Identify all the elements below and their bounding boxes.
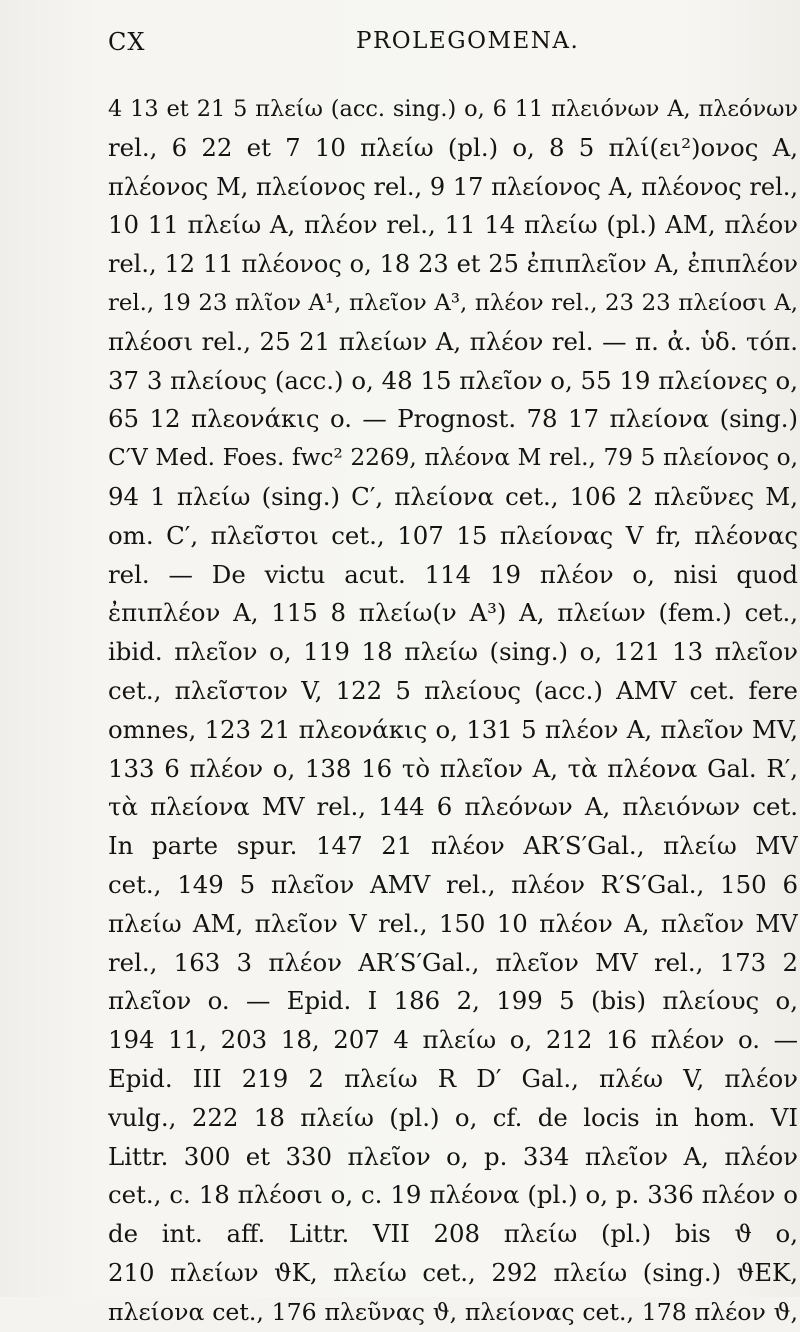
text-line: 4 13 et 21 5 πλείω (acc. sing.) o, 6 11 πλειόνων A, πλεόνων: [108, 96, 798, 122]
text-line: 210 πλείων ϑK, πλείω cet., 292 πλείω (sing.) ϑEK,: [108, 1257, 798, 1287]
body-text: [108, 90, 798, 1332]
text-line: 133 6 πλέον o, 138 16 τὸ πλεῖον A, τὰ πλέονα Gal. R′,: [108, 753, 798, 783]
text-line: 10 11 πλείω A, πλέον rel., 11 14 πλείω (pl.) AM, πλέον: [108, 210, 798, 240]
text-line: om. C′, πλεῖστοι cet., 107 15 πλείονας V fr, πλέονας: [108, 520, 798, 550]
page-number: CX: [108, 28, 146, 56]
text-line: ibid. πλεῖον o, 119 18 πλείω (sing.) o, 121 13 πλεῖον: [108, 637, 798, 667]
text-line: rel., 19 23 πλῖον A¹, πλεῖον A³, πλέον rel., 23 23 πλείοσι A,: [108, 289, 798, 316]
text-line: τὰ πλείονα MV rel., 144 6 πλεόνων A, πλειόνων cet.: [108, 792, 798, 822]
running-title: PROLEGOMENA.: [356, 28, 580, 54]
text-line: omnes, 123 21 πλεονάκις o, 131 5 πλέον A, πλεῖον MV,: [108, 714, 798, 744]
text-line: cet., 149 5 πλεῖον AMV rel., πλέον R′S′Gal., 150 6: [108, 869, 798, 899]
text-line: In parte spur. 147 21 πλέον AR′S′Gal., πλείω MV: [108, 831, 798, 861]
text-line: C′V Med. Foes. fwc² 2269, πλέονα M rel., 79 5 πλείονος o,: [108, 444, 798, 472]
text-line: Littr. 300 et 330 πλεῖον o, p. 334 πλεῖον A, πλέον: [108, 1141, 798, 1171]
text-line: πλεῖον o. — Epid. I 186 2, 199 5 (bis) πλείους o,: [108, 986, 798, 1016]
text-line: Epid. III 219 2 πλείω R D′ Gal., πλέω V, πλέον: [108, 1063, 798, 1093]
text-line: cet., c. 18 πλέοσι o, c. 19 πλέονα (pl.) o, p. 336 πλέον o: [108, 1180, 798, 1210]
text-line: πλέονος M, πλείονος rel., 9 17 πλείονος A, πλέονος rel.,: [108, 172, 798, 201]
text-line: πλείονα cet., 176 πλεῦνας ϑ, πλείονας cet., 178 πλέον ϑ,: [108, 1297, 798, 1326]
page-header: [108, 28, 798, 64]
text-line: cet., πλεῖστον V, 122 5 πλείους (acc.) AMV cet. fere: [108, 675, 798, 705]
text-line: rel. — De victu acut. 114 19 πλέον o, nisi quod: [108, 559, 798, 589]
text-line: rel., 163 3 πλέον AR′S′Gal., πλεῖον MV rel., 173 2: [108, 947, 798, 977]
text-line: ἐπιπλέον A, 115 8 πλείω(ν A³) A, πλείων (fem.) cet.,: [108, 598, 798, 628]
text-line: rel., 6 22 et 7 10 πλείω (pl.) o, 8 5 πλί(ει²)ονος A,: [108, 132, 798, 162]
text-line: de int. aff. Littr. VII 208 πλείω (pl.) bis ϑ o,: [108, 1219, 798, 1249]
text-line: 37 3 πλείους (acc.) o, 48 15 πλεῖον o, 55 19 πλείονες o,: [108, 365, 798, 395]
text-line: rel., 12 11 πλέονος o, 18 23 et 25 ἐπιπλεῖον A, ἐπιπλέον: [108, 250, 798, 279]
text-line: vulg., 222 18 πλείω (pl.) o, cf. de locis in hom. VI: [108, 1102, 798, 1132]
text-line: πλέοσι rel., 25 21 πλείων A, πλέον rel. — π. ἀ. ὑδ. τόπ.: [108, 326, 798, 356]
text-line: 65 12 πλεονάκις o. — Prognost. 78 17 πλείονα (sing.): [108, 404, 798, 434]
text-line: 194 11, 203 18, 207 4 πλείω o, 212 16 πλέον o. —: [108, 1025, 798, 1055]
text-line: πλείω AM, πλεῖον V rel., 150 10 πλέον A, πλεῖον MV: [108, 908, 798, 938]
text-line: 94 1 πλείω (sing.) C′, πλείονα cet., 106 2 πλεῦνες M,: [108, 481, 798, 511]
